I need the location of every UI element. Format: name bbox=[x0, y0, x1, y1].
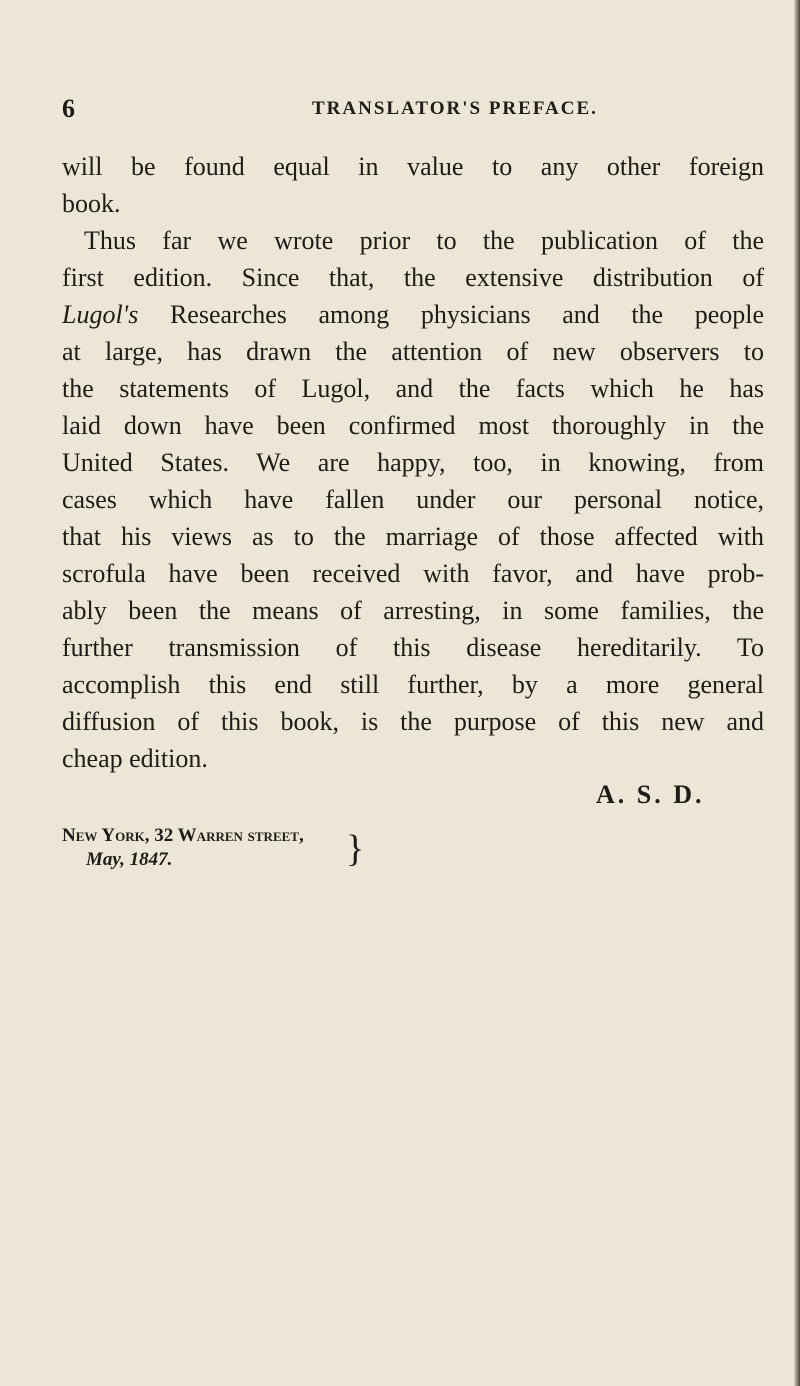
text-line: first edition. Since that, the extensive distribution of bbox=[62, 263, 764, 292]
text-fragment: Researches among physicians and the people bbox=[169, 300, 764, 329]
text-line: Thus far we wrote prior to the publication of the bbox=[84, 226, 764, 255]
page-header bbox=[62, 94, 722, 124]
text-line: will be found equal in value to any other foreign bbox=[62, 152, 764, 181]
text-line: cases which have fallen under our personal notice, bbox=[62, 485, 764, 514]
curly-brace: } bbox=[346, 828, 365, 870]
text-line: United States. We are happy, too, in knowing, from bbox=[62, 448, 764, 477]
running-head: TRANSLATOR'S PREFACE. bbox=[312, 98, 598, 119]
text-line-with-title bbox=[62, 296, 764, 333]
signature-initials: A. S. D. bbox=[596, 780, 705, 809]
text-line: further transmission of this disease hereditarily. To bbox=[62, 633, 764, 662]
page-edge bbox=[794, 0, 800, 1386]
page-number: 6 bbox=[62, 94, 76, 123]
text-line: at large, has drawn the attention of new observers to bbox=[62, 337, 764, 366]
body-text bbox=[62, 148, 764, 777]
text-line: diffusion of this book, is the purpose of this new and bbox=[62, 707, 764, 736]
text-line: accomplish this end still further, by a more general bbox=[62, 670, 764, 699]
italic-title: Lugol's bbox=[62, 300, 139, 329]
text-line: scrofula have been received with favor, and have prob- bbox=[62, 559, 764, 588]
dateline-place: New York, 32 Warren street, bbox=[62, 825, 304, 846]
text-line: laid down have been confirmed most thoroughly in the bbox=[62, 411, 764, 440]
text-line: that his views as to the marriage of those affected with bbox=[62, 522, 764, 551]
text-line: ably been the means of arresting, in some families, the bbox=[62, 596, 764, 625]
text-line: book. bbox=[62, 189, 121, 218]
text-line: cheap edition. bbox=[62, 744, 208, 773]
text-line: the statements of Lugol, and the facts which he has bbox=[62, 374, 764, 403]
dateline-date: May, 1847. bbox=[86, 849, 173, 870]
dateline bbox=[62, 825, 462, 873]
